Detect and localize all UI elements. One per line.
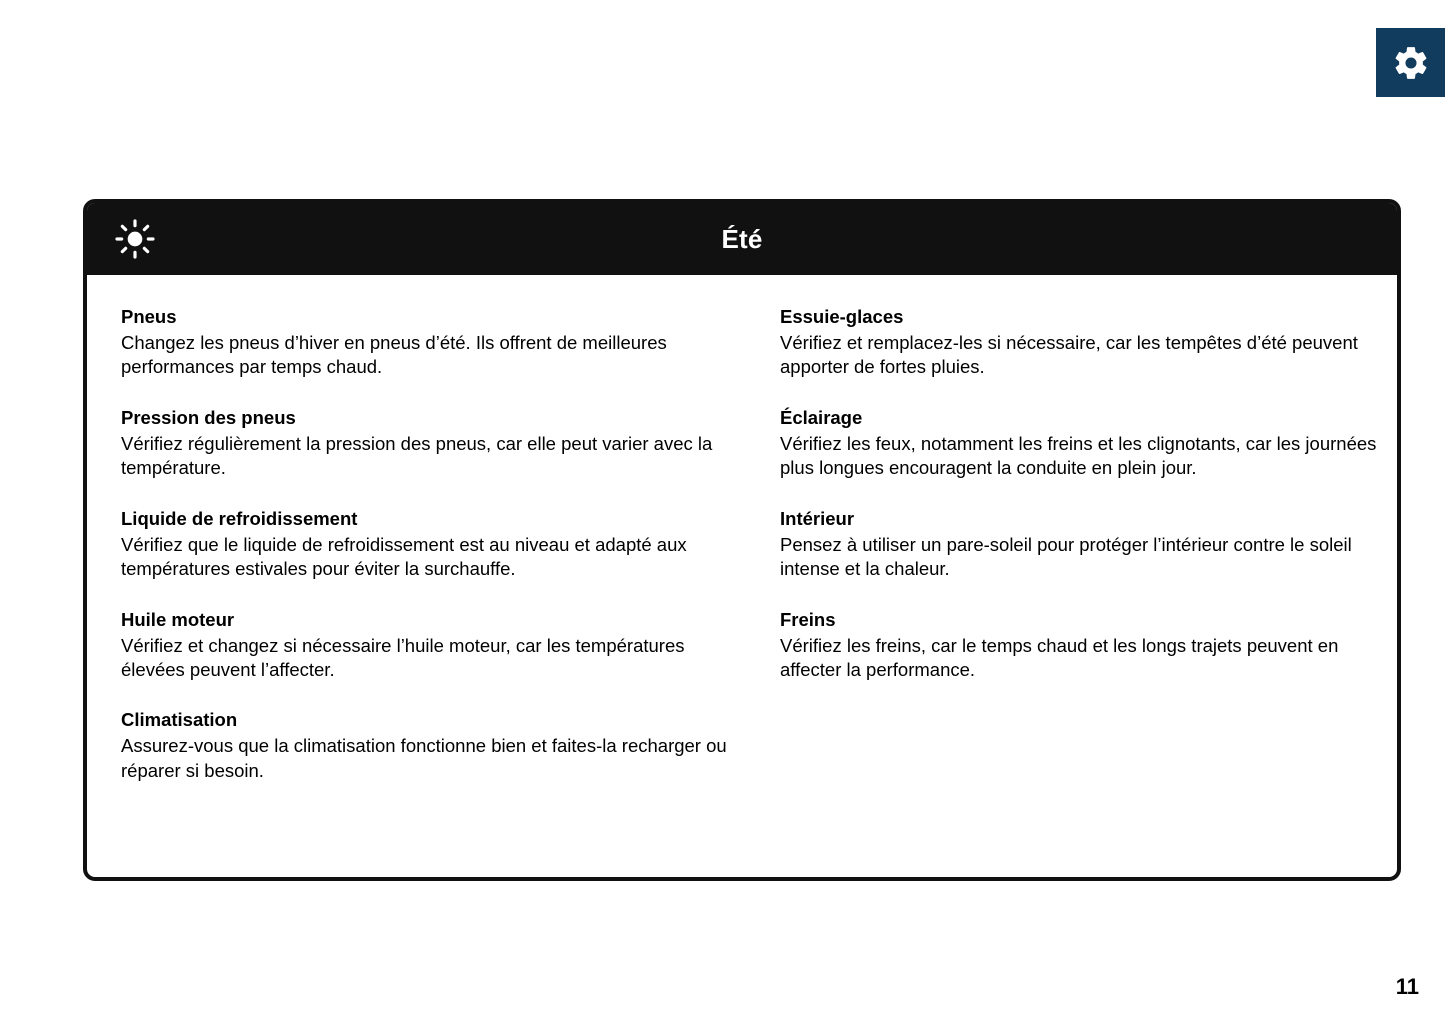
card-title: Été (721, 223, 763, 254)
list-item (121, 507, 736, 582)
entry-title: Pression des pneus (121, 406, 296, 428)
column-left (121, 305, 736, 783)
list-item (780, 305, 1400, 380)
entry-title: Essuie-glaces (780, 306, 904, 327)
entry-title: Climatisation (121, 709, 238, 731)
entry-title: Pneus (121, 306, 177, 327)
entry-text: Assurez-vous que la climatisation fonctionne bien et faites-la recharger ou réparer si besoin. (121, 735, 727, 781)
entry-title: Intérieur (780, 507, 855, 529)
entry-text: Vérifiez et remplacez-les si nécessaire, car les tempêtes d’été peuvent apporter de fortes pluies. (780, 332, 1358, 378)
list-item (780, 507, 1400, 582)
entry-text: Vérifiez et changez si nécessaire l’huile moteur, car les températures élevées peuvent l’affecter. (121, 634, 685, 681)
card-header (87, 203, 1397, 275)
list-item (121, 708, 736, 783)
card-body (87, 275, 1397, 803)
gear-icon (1392, 44, 1430, 82)
column-right (780, 305, 1400, 783)
entry-title: Huile moteur (121, 608, 235, 630)
entry-text: Pensez à utiliser un pare-soleil pour protéger l’intérieur contre le soleil intense et la chaleur. (780, 533, 1352, 580)
entry-title: Éclairage (780, 406, 863, 428)
entry-text: Vérifiez régulièrement la pression des pneus, car elle peut varier avec la température. (121, 432, 713, 479)
list-item (780, 406, 1400, 481)
list-item (121, 608, 736, 683)
season-card (83, 199, 1401, 881)
list-item (780, 608, 1400, 683)
list-item (121, 305, 736, 380)
entry-text: Vérifiez les feux, notamment les freins et les clignotants, car les journées plus longues encouragent la conduite en plein jour. (780, 432, 1377, 479)
list-item (121, 406, 736, 481)
entry-title: Liquide de refroidissement (121, 507, 358, 529)
entry-title: Freins (780, 608, 836, 630)
entry-text: Vérifiez les freins, car le temps chaud et les longs trajets peuvent en affecter la performance. (780, 634, 1339, 681)
sun-icon (113, 217, 157, 261)
entry-text: Vérifiez que le liquide de refroidissement est au niveau et adapté aux températures estivales pour éviter la surchauffe. (121, 533, 687, 580)
entry-text: Changez les pneus d’hiver en pneus d’été. Ils offrent de meilleures performances par temps chaud. (121, 332, 667, 378)
settings-badge (1376, 28, 1445, 97)
page-number: 11 (1395, 974, 1419, 999)
